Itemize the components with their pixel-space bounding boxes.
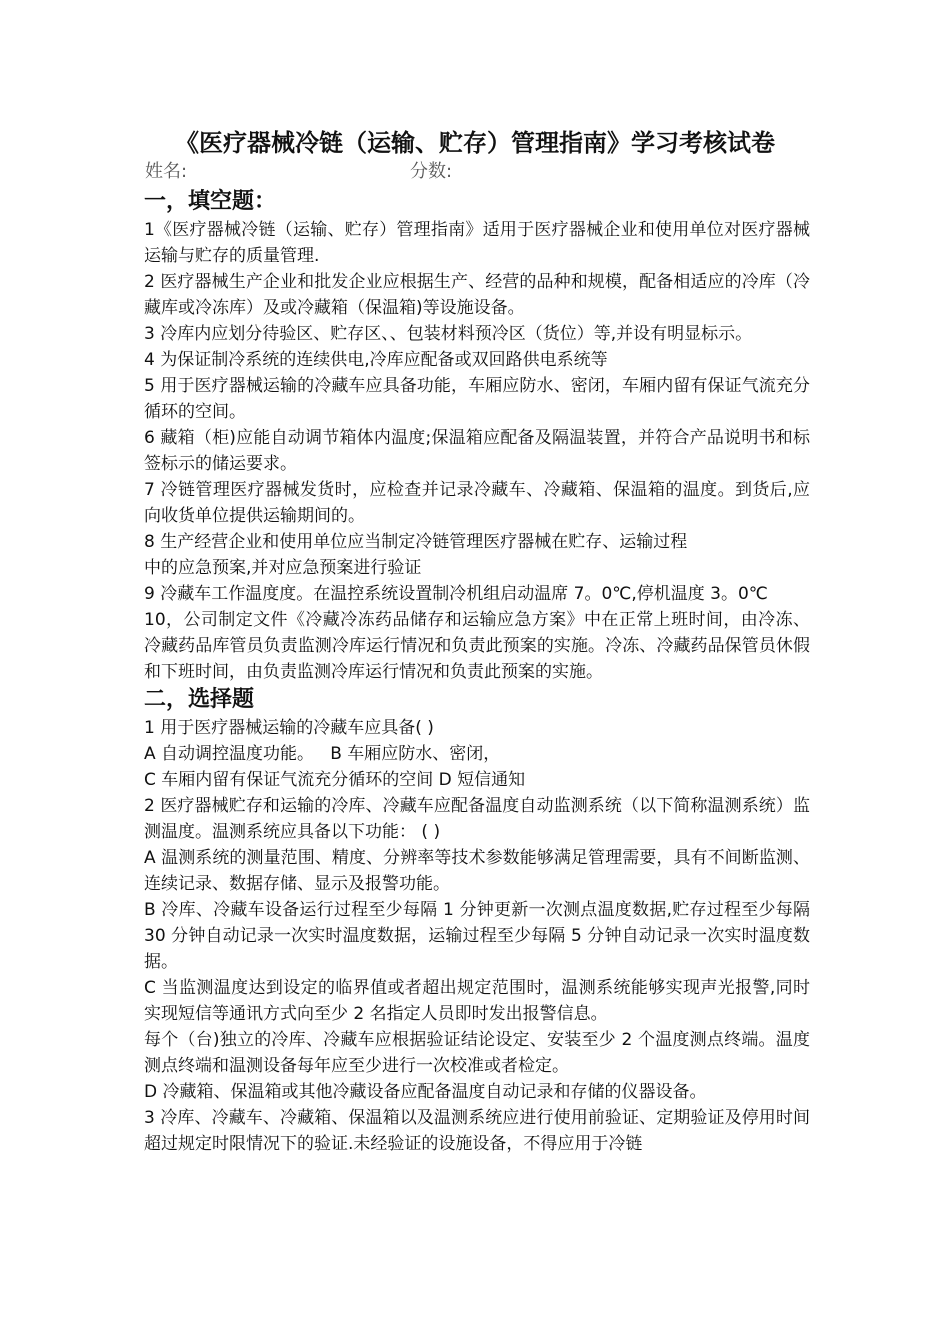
section-heading-multiple-choice: 二，选择题	[144, 687, 255, 712]
choice-option: A 自动调控温度功能。 B 车厢应防水、密闭，	[144, 744, 501, 764]
question-item: 8 生产经营企业和使用单位应当制定冷链管理医疗器械在贮存、运输过程 中的应急预案,并对应急预案进行验证	[144, 532, 688, 578]
question-item: 5 用于医疗器械运输的冷藏车应具备功能，车厢应防水、密闭，车厢内留有保证气流充分循环的空间。	[144, 376, 810, 422]
name-label: 姓名:	[145, 161, 188, 182]
question-item: 4 为保证制冷系统的连续供电,冷库应配备或双回路供电系统等	[144, 350, 608, 370]
question-item: 10，公司制定文件《冷藏冷冻药品储存和运输应急方案》中在正常上班时间，由冷冻、冷藏药品库管员负责监测冷库运行情况和负责此预案的实施。冷冻、冷藏药品保管员休假和下班时间，由负责监测冷库运行情况和负责此预案的实施。	[144, 610, 810, 682]
question-item: 2 医疗器械贮存和运输的冷库、冷藏车应配备温度自动监测系统（以下简称温测系统）监测温度。温测系统应具备以下功能： ( )	[144, 796, 810, 842]
exam-content	[144, 187, 810, 1157]
question-item: 3 冷库内应划分待验区、贮存区、、包装材料预冷区（货位）等,并设有明显标示。	[144, 324, 753, 344]
page-title: 《医疗器械冷链（运输、贮存）管理指南》学习考核试卷	[175, 129, 775, 157]
question-item: 9 冷藏车工作温度度。在温控系统设置制冷机组启动温席 7。0℃,停机温度 3。0℃	[144, 584, 768, 604]
choice-option: C 当监测温度达到设定的临界值或者超出规定范围时，温测系统能够实现声光报警,同时实现短信等通讯方式向至少 2 名指定人员即时发出报警信息。	[144, 978, 810, 1024]
choice-option: B 冷库、冷藏车设备运行过程至少每隔 1 分钟更新一次测点温度数据,贮存过程至少每隔 30 分钟自动记录一次实时温度数据，运输过程至少每隔 5 分钟自动记录一次实时温度数据。	[144, 900, 810, 972]
question-item: 6 藏箱（柜)应能自动调节箱体内温度;保温箱应配备及隔温装置，并符合产品说明书和标签标示的储运要求。	[144, 428, 810, 474]
question-item: 1 用于医疗器械运输的冷藏车应具备( )	[144, 718, 434, 738]
question-item: 7 冷链管理医疗器械发货时，应检查并记录冷藏车、冷藏箱、保温箱的温度。到货后,应向收货单位提供运输期间的。	[144, 480, 810, 526]
question-item: 2 医疗器械生产企业和批发企业应根据生产、经营的品种和规模，配备相适应的冷库（冷藏库或冷冻库）及或冷藏箱（保温箱)等设施设备。	[144, 272, 810, 318]
choice-option: D 冷藏箱、保温箱或其他冷藏设备应配备温度自动记录和存储的仪器设备。	[144, 1082, 707, 1102]
section-heading-fill-blank: 一，填空题：	[144, 189, 277, 214]
question-item: 3 冷库、冷藏车、冷藏箱、保温箱以及温测系统应进行使用前验证、定期验证及停用时间超过规定时限情况下的验证.未经验证的设施设备，不得应用于冷链	[144, 1108, 810, 1154]
choice-option: C 车厢内留有保证气流充分循环的空间 D 短信通知	[144, 770, 526, 790]
question-item: 1《医疗器械冷链（运输、贮存）管理指南》适用于医疗器械企业和使用单位对医疗器械运输与贮存的质量管理.	[144, 220, 810, 266]
score-label: 分数:	[410, 161, 453, 182]
choice-option: 每个（台)独立的冷库、冷藏车应根据验证结论设定、安装至少 2 个温度测点终端。温度测点终端和温测设备每年应至少进行一次校准或者检定。	[144, 1030, 810, 1076]
choice-option: A 温测系统的测量范围、精度、分辨率等技术参数能够满足管理需要，具有不间断监测、连续记录、数据存储、显示及报警功能。	[144, 848, 810, 894]
